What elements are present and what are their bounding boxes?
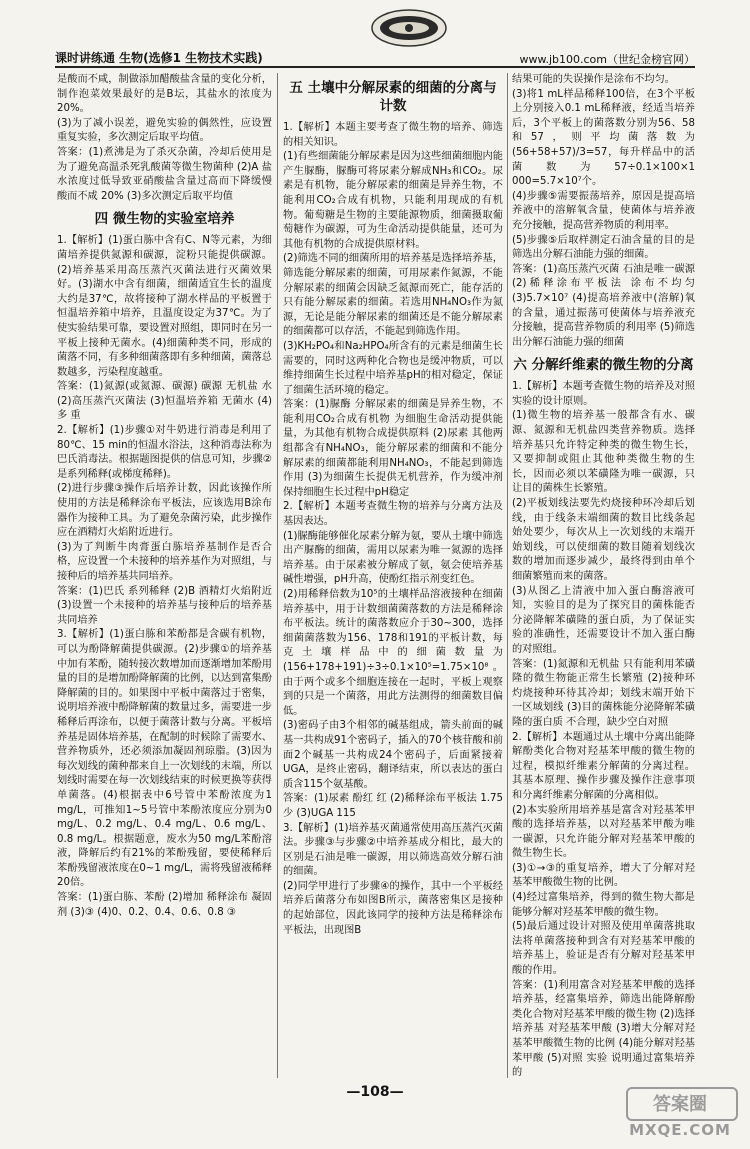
answer-paragraph: 是酸而不咸，制做添加醋酸盐含量的变化分析，制作泡菜效果最好的是B坛，其盐水的浓度为20%。 xyxy=(57,74,272,115)
section-heading: 六 分解纤维素的微生物的分离 xyxy=(513,357,694,374)
answer-paragraph: 答案：(1)脲酶 分解尿素的细菌是异养生物，不能利用CO₂合成有机物 为细胞生命活动提供能量，为其他有机物合成提供原料 (2)尿素 其他两组都含有NH₄NO₃，能分解尿素的细菌和不能分解尿素的细菌都能利用NH₄NO₃，不能起到筛选作用 (3)为细菌生长提供无机营养，作为缓冲剂保持细胞生长过程中pH稳定 xyxy=(283,399,503,498)
section-heading: 四 微生物的实验室培养 xyxy=(94,211,235,228)
answer-paragraph: (3)将1 mL样品稀释100倍，在3个平板上分别接入0.1 mL稀释液，经适当培养后，3个平板上的菌落数分别为56、58和57，则平均菌落数为(56+58+57)/3=57，每升样品中的活菌数为57÷0.1×100×1 000=5.7×10⁷个。 xyxy=(512,88,695,188)
answer-paragraph: 答案：(1)煮沸是为了杀灭杂菌，冷却后使用是为了避免高温杀死乳酸菌等微生物菌种 (2)A 盐水浓度过低导致亚硝酸盐含量过高而下降缓慢 酸而不咸 20% (3)多次测定后取平均值 xyxy=(57,146,272,202)
answer-paragraph: (4)步骤⑤需要振荡培养，原因是提高培养液中的溶解氧含量，使菌体与培养液充分接触，提高营养物质的利用率。 xyxy=(512,190,695,231)
answer-column-left xyxy=(57,73,272,1078)
answer-paragraph: (3)从图乙上清液中加入蛋白酶溶液可知，实验目的是为了探究目的菌株能否分泌降解苯磺隆的蛋白质，为了保证实验的准确性，还需要设计不加入蛋白酶的对照组。 xyxy=(512,585,695,655)
answer-paragraph: 1.【解析】(1)蛋白胨中含有C、N等元素，为细菌培养提供氮源和碳源，淀粉只能提供碳源。(2)培养基采用高压蒸汽灭菌法进行灭菌效果好。(3)湖水中含有细菌，细菌适宜生长的温度大约是37℃，故将接种了湖水样品的平板置于恒温培养箱中培养，且温度设定为37℃。为了使实验结果可靠，要设置对照组，即同时在另一平板上接种无菌水。(4)细菌种类不同，形成的菌落不同，有多种细菌落即有多种细菌，菌落总数越多，污染程度越重。 xyxy=(57,235,272,378)
answer-paragraph: (4)经过富集培养，得到的微生物大都是能够分解对羟基苯甲酸的微生物。 xyxy=(512,892,695,918)
answer-paragraph: (1)微生物的培养基一般都含有水、碳源、氮源和无机盐四类营养物质。选择培养基只允许特定种类的微生物生长，又要抑制或阻止其他种类微生物的生长，因而必须以苯磺隆为唯一碳源，只让目的菌株生长繁殖。 xyxy=(512,410,695,495)
answer-column-middle xyxy=(283,73,503,1078)
page-header xyxy=(55,0,695,68)
answer-paragraph: (3)为了判断牛肉膏蛋白胨培养基制作是否合格，应设置一个未接种的培养基作为对照组，与接种后的培养基共同培养。 xyxy=(57,541,272,582)
answer-paragraph: 答案：(1)利用富含对羟基苯甲酸的选择培养基，经富集培养，筛选出能降解酚类化合物对羟基苯甲酸的微生物 (2)选择培养基 对羟基苯甲酸 (3)增大分解对羟基苯甲酸微生物的比例 (4)能分解对羟基苯甲酸 (5)对照 实验 说明通过富集培养的 xyxy=(512,979,695,1078)
answer-paragraph: (1)脲酶能够催化尿素分解为氨，要从土壤中筛选出产脲酶的细菌，需用以尿素为唯一氮源的选择培养基。由于尿素被分解成了氨，氨会使培养基碱性增强，pH升高，使酚红指示剂变红色。 xyxy=(283,530,503,586)
watermark-logo xyxy=(620,1085,740,1143)
answer-paragraph: 2.【解析】(1)步骤①对牛奶进行消毒是利用了80℃、15 min的恒温水浴法，这种消毒法称为巴氏消毒法。根据题图提供的信息可知，步骤②是系列稀释(或梯度稀释)。 xyxy=(57,425,272,480)
header-book-title: 课时讲练通 生物(选修1 生物技术实践) xyxy=(55,51,263,65)
answer-paragraph: 答案：(1)高压蒸汽灭菌 石油是唯一碳源 (2)稀释涂布平板法 涂布不均匀 (3)5.7×10⁷ (4)提高培养液中(溶解)氧的含量，通过振荡可使菌体与培养液充分接触，提高营养物质的利用率 (5)筛选出分解石油能力强的细菌 xyxy=(512,263,695,348)
answer-paragraph: 3.【解析】(1)蛋白胨和苯酚都是含碳有机物，可以为酚降解菌提供碳源。(2)步骤①的培养基中加有苯酚，随转接次数增加而逐渐增加苯酚用量的目的是增加酚降解菌的比例，以达到富集酚降解菌的目的。如果图中平板中菌落过于密集，说明培养液中酚降解菌的数量过多，需要进一步稀释后再涂布，以便于菌落计数与分离。平板培养基是固体培养基，在配制的时候除了需要水、营养物质外，还必须添加凝固剂琼脂。(3)因为每次划线的菌种都来自上一次划线的末端，所以划线时需要在每一次划线结束的时候更换等获得单菌落。(4)根据表中6号管中苯酚浓度为1 mg/L，可推知1~5号管中苯酚浓度应分别为0 mg/L、0.2 mg/L、0.4 mg/L、0.6 mg/L、0.8 mg/L。根据题意，废水为50 mg/L苯酚溶液，降解后约有21%的苯酚残留，要使稀释后苯酚残留液浓度在0~1 mg/L，需将残留液稀释20倍。 xyxy=(57,629,272,889)
column-divider xyxy=(507,73,508,1078)
answer-paragraph: (3)为了减小误差，避免实验的偶然性，应设置重复实验，多次测定后取平均值。 xyxy=(57,117,272,144)
answer-paragraph: 结果可能的失误操作是涂布不均匀。 xyxy=(512,74,675,85)
answer-paragraph: 3.【解析】(1)培养基灭菌通常使用高压蒸汽灭菌法。步骤③与步骤②中培养基成分相比，最大的区别是石油是唯一碳源，用以筛选高效分解石油的细菌。 xyxy=(283,822,503,878)
answer-paragraph: (3)密码子由3个相邻的碱基组成，箭头前面的碱基一共构成91个密码子，插入的70个核苷酸和前面2个碱基一共构成24个密码子，后面紧接着UGA，是终止密码，翻译结束，所以表达的蛋白质含115个氨基酸。 xyxy=(283,720,503,790)
answer-paragraph: (2)平板划线法要先灼烧接种环冷却后划线，由于线条末端细菌的数目比线条起始处要少，每次从上一次划线的末端开始划线，可以使细菌的数目随着划线次数的增加而逐步减少，最终得到由单个细菌繁殖而来的菌落。 xyxy=(512,498,695,582)
answer-paragraph: (2)进行步骤③操作后培养计数，因此该操作所使用的方法是稀释涂布平板法，应该选用B涂布器作为接种工具。为了避免杂菌污染，此步操作应在酒精灯火焰附近进行。 xyxy=(57,483,272,539)
answer-column-right xyxy=(512,73,695,1078)
answer-paragraph: 答案：(1)氮源和无机盐 只有能利用苯磺隆的微生物能正常生长繁殖 (2)接种环 灼烧接种环待其冷却；划线末端开始下一区域划线 (3)目的菌株能分泌降解苯磺隆的蛋白质 不合理，缺少空白对照 xyxy=(512,658,695,728)
column-divider xyxy=(277,73,278,1078)
watermark-text: 答案圈 xyxy=(653,1094,707,1115)
answer-paragraph: 2.【解析】本题考查微生物的培养与分离方法及基因表达。 xyxy=(283,501,503,528)
answer-paragraph: (2)筛选不同的细菌所用的培养基是选择培养基，筛选能分解尿素的细菌，可用尿素作氮源，不能分解尿素的细菌会因缺乏氮源而死亡，能存活的只有能分解尿素的细菌。若选用NH₄NO₃作为氮源，无论是能分解尿素的细菌还是不能分解尿素的细菌都可以存活，不能起到筛选作用。 xyxy=(283,253,503,338)
answer-paragraph: (1)有些细菌能分解尿素是因为这些细菌细胞内能产生脲酶，脲酶可将尿素分解成NH₃和CO₂。尿素是有机物，能分解尿素的细菌是异养生物，不能利用CO₂合成有机物，只能利用现成的有机物。葡萄糖是生物的主要能源物质，细菌摄取葡萄糖作为碳源，可为生命活动提供能量，还可为其他有机物的合成提供原材料。 xyxy=(283,151,503,250)
answer-paragraph: (2)用稀释倍数为10⁵的土壤样品溶液接种在细菌培养基中，用于计数细菌菌落数的方法是稀释涂布平板法。统计的菌落数应介于30~300，选择细菌菌落数为156、178和191的平板计数，每克土壤样品中的细菌数量为(156+178+191)÷3÷0.1×10⁵=1.75×10⁸。由于两个或多个细胞连接在一起时，平板上观察到的只是一个菌落，用此方法测得的细菌数目偏低。 xyxy=(283,589,503,717)
answer-paragraph: (3)①→③的重复培养，增大了分解对羟基苯甲酸微生物的比例。 xyxy=(512,862,695,889)
answer-paragraph: (5)最后通过设计对照及使用单菌落挑取法将单菌落接种到含有对羟基苯甲酸的培养基上，验证是否有分解对羟基苯甲酸的作用。 xyxy=(512,921,695,977)
section-heading: 五 土壤中分解尿素的细菌的分离与计数 xyxy=(289,80,497,114)
answer-paragraph: 答案：(1)尿素 酚红 红 (2)稀释涂布平板法 1.75 少 (3)UGA 115 xyxy=(283,793,503,819)
answer-paragraph: 答案：(1)氮源(或氮源、碳源) 碳源 无机盐 水 (2)高压蒸汽灭菌法 (3)恒温培养箱 无菌水 (4)多 重 xyxy=(57,381,272,422)
publisher-logo-icon xyxy=(370,8,448,48)
answer-paragraph: 答案：(1)蛋白胨、苯酚 (2)增加 稀释涂布 凝固剂 (3)③ (4)0、0.2、0.4、0.6、0.8 ③ xyxy=(57,892,272,918)
answer-paragraph: (2)同学甲进行了步骤④的操作，其中一个平板经培养后菌落分布如图B所示，菌落密集区是接种的起始部位，因此该同学的接种方法是稀释涂布平板法，出现图B xyxy=(283,880,503,936)
watermark-domain: MXQE.COM xyxy=(629,1121,731,1139)
header-divider xyxy=(55,66,695,68)
answer-paragraph: 1.【解析】本题主要考查了微生物的培养、筛选的相关知识。 xyxy=(283,122,503,148)
header-website: www.jb100.com（世纪金榜官网） xyxy=(519,53,695,66)
answer-paragraph: 2.【解析】本题通过从土壤中分离出能降解酚类化合物对羟基苯甲酸的微生物的过程，模拟纤维素分解菌的分离过程。其基本原理、操作步骤及操作注意事项和分离纤维素分解菌的分离相似。 xyxy=(512,731,695,801)
answer-paragraph: 答案：(1)巴氏 系列稀释 (2)B 酒精灯火焰附近 (3)设置一个未接种的培养基与接种后的培养基共同培养 xyxy=(57,585,272,626)
answer-paragraph: 1.【解析】本题考查微生物的培养及对照实验的设计原则。 xyxy=(512,381,695,407)
answer-paragraph: (2)本实验所用培养基是富含对羟基苯甲酸的选择培养基，以对羟基苯甲酸为唯一碳源，只允许能分解对羟基苯甲酸的微生物生长。 xyxy=(512,804,695,860)
answer-paragraph: (3)KH₂PO₄和Na₂HPO₄所含有的元素是细菌生长需要的，同时这两种化合物也是缓冲物质，可以维持细菌生长过程中培养基pH的相对稳定，保证了细菌生活环境的稳定。 xyxy=(283,340,503,396)
page-number: —108— xyxy=(346,1084,404,1100)
answer-paragraph: (5)步骤⑤后取样测定石油含量的目的是筛选出分解石油能力强的细菌。 xyxy=(512,234,695,261)
